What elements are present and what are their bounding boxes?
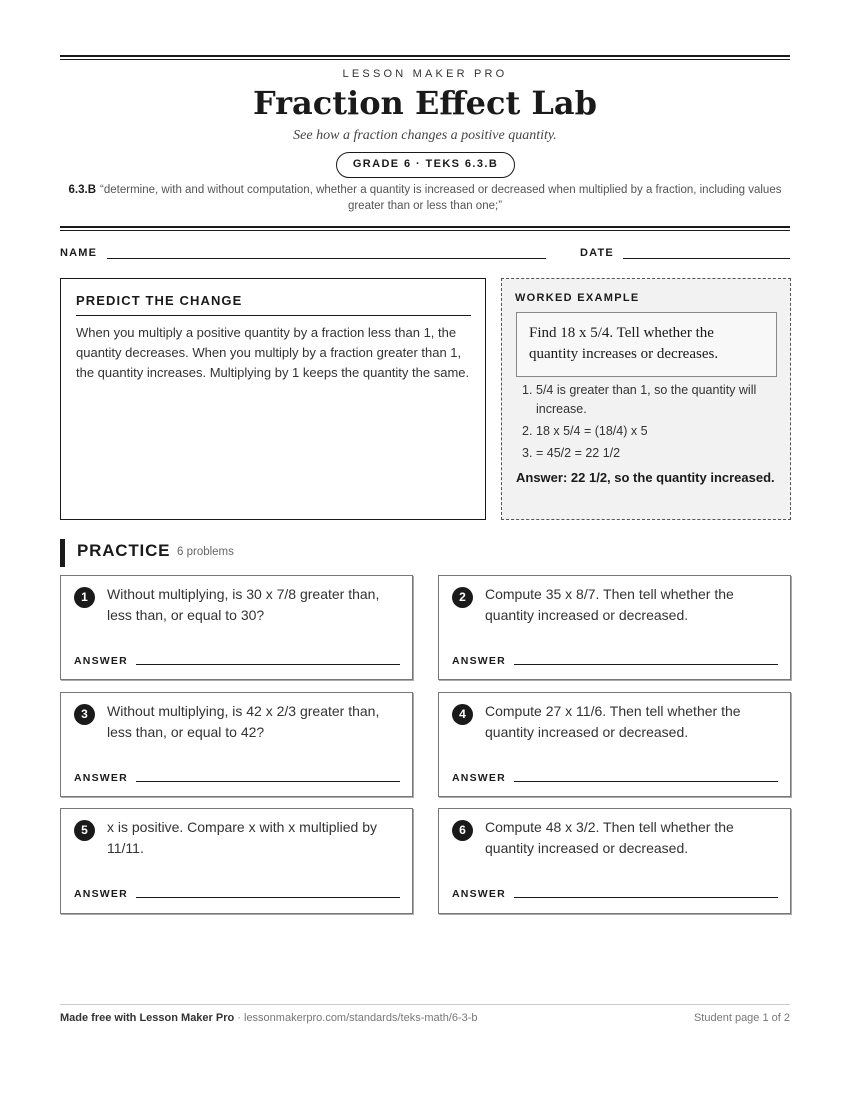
brand-name: LESSON MAKER PRO [342,68,508,80]
predict-heading: PREDICT THE CHANGE [76,293,471,316]
worked-step: 3. = 45/2 = 22 1/2 [522,446,621,460]
worked-example-panel [501,278,791,520]
problem-number-badge: 6 [452,820,473,841]
practice-accent-bar [60,539,65,567]
problem-prompt: Compute 35 x 8/7. Then tell whether the quantity increased or decreased. [485,586,734,623]
worked-example-question: Find 18 x 5/4. Tell whether the quantity increases or decreases. [516,312,777,377]
answer-label: ANSWER [74,772,128,784]
answer-field[interactable] [136,781,400,782]
standard-code: 6.3.B [68,184,97,196]
problem-number-badge: 1 [74,587,95,608]
standard-description [60,182,790,214]
problem-prompt: Without multiplying, is 30 x 7/8 greater than, less than, or equal to 30? [107,586,380,623]
answer-label: ANSWER [452,888,506,900]
page-title: Fraction Effect Lab [253,84,597,122]
date-label: DATE [580,247,614,259]
worked-step: 1. 5/4 is greater than 1, so the quantity will increase. [522,383,757,416]
answer-label: ANSWER [74,655,128,667]
footer-made-by: Made free with Lesson Maker Pro [60,1012,235,1024]
problem-number-badge: 4 [452,704,473,725]
problem-prompt: Without multiplying, is 42 x 2/3 greater than, less than, or equal to 42? [107,703,380,740]
problem-number-badge: 5 [74,820,95,841]
standard-text: “determine, with and without computation, whether a quantity is increased or decreased when multiplied by a fraction, including values greater than or less than one;” [100,184,782,212]
answer-field[interactable] [136,664,400,665]
predict-body-text: When you multiply a positive quantity by a fraction less than 1, the quantity decreases. When you multiply by a fraction greater than 1, the quantity increases. Multiplying by 1 keeps the quantity the same. [76,325,470,380]
page-subtitle: See how a fraction changes a positive quantity. [293,128,557,143]
answer-field[interactable] [514,897,778,898]
header-bottom-double-rule [60,226,790,231]
problem-card-4 [438,692,791,797]
practice-count: 6 problems [177,546,234,558]
name-field[interactable] [107,258,546,259]
worked-step: 2. 18 x 5/4 = (18/4) x 5 [522,424,648,438]
practice-heading: PRACTICE [77,541,171,560]
answer-field[interactable] [136,897,400,898]
answer-field[interactable] [514,781,778,782]
problem-prompt: Compute 27 x 11/6. Then tell whether the quantity increased or decreased. [485,703,741,740]
answer-label: ANSWER [452,655,506,667]
problem-card-5 [60,808,413,914]
problem-card-3 [60,692,413,797]
answer-label: ANSWER [452,772,506,784]
answer-field[interactable] [514,664,778,665]
worked-example-steps [516,381,781,466]
top-double-rule [60,55,790,60]
problem-prompt: Compute 48 x 3/2. Then tell whether the quantity increased or decreased. [485,819,734,856]
name-label: NAME [60,247,98,259]
answer-label: ANSWER [74,888,128,900]
predict-the-change-panel [60,278,486,520]
date-field[interactable] [623,258,790,259]
problem-card-6 [438,808,791,914]
footer-url-link[interactable]: lessonmakerpro.com/standards/teks-math/6-3-b [244,1012,478,1024]
footer-credit [60,1012,478,1024]
worked-example-answer: Answer: 22 1/2, so the quantity increased. [516,470,775,485]
worked-example-heading: WORKED EXAMPLE [515,292,640,304]
problem-card-1 [60,575,413,680]
problem-number-badge: 2 [452,587,473,608]
footer-page-number: Student page 1 of 2 [693,1012,790,1024]
problem-number-badge: 3 [74,704,95,725]
problem-card-2 [438,575,791,680]
footer-separator: · [234,1012,244,1024]
grade-badge: GRADE 6 · TEKS 6.3.B [336,152,515,178]
problem-prompt: x is positive. Compare x with x multiplied by 11/11. [107,819,377,856]
footer-divider [60,1004,790,1005]
